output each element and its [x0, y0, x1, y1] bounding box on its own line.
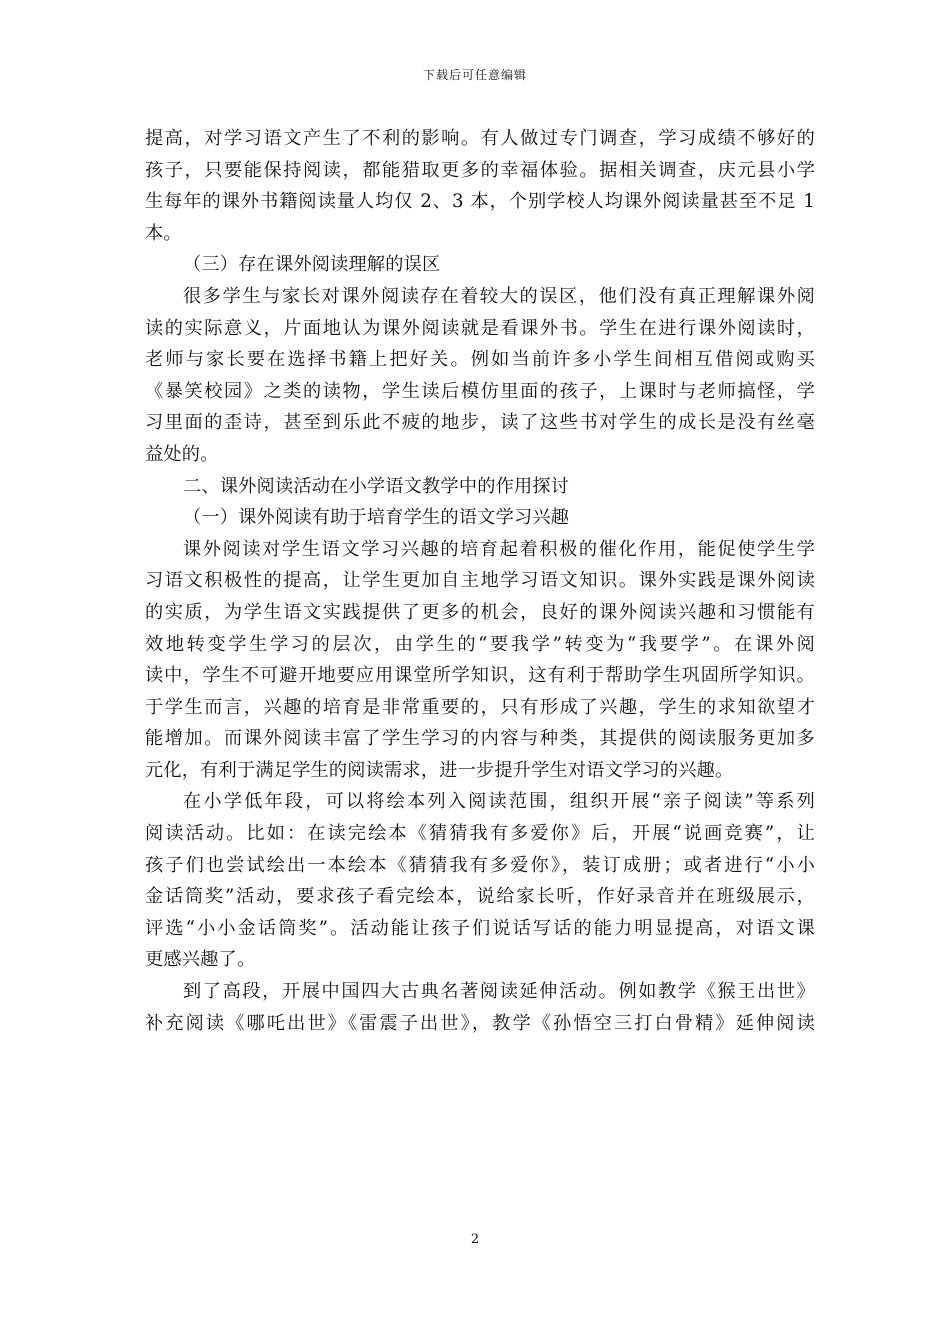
- text-line: 于学生而言，兴趣的培育是非常重要的，只有形成了兴趣，学生的求知欲望才: [145, 696, 815, 718]
- text-line: 读中，学生不可避开地要应用课堂所学知识，这有利于帮助学生巩固所学知识。: [145, 665, 815, 687]
- text-line: 读的实际意义，片面地认为课外阅读就是看课外书。学生在进行课外阅读时，: [145, 317, 815, 339]
- text-line: 阅读活动。比如：在读完绘本《猜猜我有多爱你》后，开展“说画竞赛”，让: [145, 823, 815, 845]
- text-line: 习语文积极性的提高，让学生更加自主地学习语文知识。课外实践是课外阅读: [145, 570, 815, 592]
- text-line: （三）存在课外阅读理解的误区: [183, 254, 441, 276]
- text-line: 课外阅读对学生语文学习兴趣的培育起着积极的催化作用，能促使学生学: [183, 538, 815, 560]
- text-line: 习里面的歪诗，甚至到乐此不疲的地步，读了这些书对学生的成长是没有丝毫: [145, 412, 815, 434]
- text-line: 在小学低年段，可以将绘本列入阅读范围，组织开展“亲子阅读”等系列: [183, 791, 815, 813]
- text-line: 元化，有利于满足学生的阅读需求，进一步提升学生对语文学习的兴趣。: [145, 759, 734, 781]
- text-line: 《暴笑校园》之类的读物，学生读后模仿里面的孩子，上课时与老师搞怪，学: [145, 380, 815, 402]
- text-line: 更感兴趣了。: [145, 949, 256, 971]
- text-line: 老师与家长要在选择书籍上把好关。例如当前许多小学生间相互借阅或购买: [145, 349, 815, 371]
- text-line: 二、课外阅读活动在小学语文教学中的作用探讨: [183, 475, 570, 497]
- text-line: 很多学生与家长对课外阅读存在着较大的误区，他们没有真正理解课外阅: [183, 285, 815, 307]
- page-number: 2: [470, 1232, 480, 1247]
- text-line: 提高，对学习语文产生了不利的影响。有人做过专门调查，学习成绩不够好的: [145, 128, 815, 149]
- text-line: 效地转变学生学习的层次，由学生的“要我学”转变为“我要学”。在课外阅: [145, 633, 815, 655]
- text-line: 生每年的课外书籍阅读量人均仅 2、3 本，个别学校人均课外阅读量甚至不足 1: [145, 191, 815, 213]
- text-line: 益处的。: [145, 443, 219, 465]
- text-line: 补充阅读《哪吒出世》《雷震子出世》，教学《孙悟空三打白骨精》延伸阅读: [145, 1012, 815, 1034]
- text-line: 评选“小小金话筒奖”。活动能让孩子们说话写话的能力明显提高，对语文课: [145, 917, 815, 939]
- text-line: 金话筒奖”活动，要求孩子看完绘本，说给家长听，作好录音并在班级展示，: [145, 886, 815, 908]
- text-line: 本。: [145, 222, 182, 244]
- text-line: 到了高段，开展中国四大古典名著阅读延伸活动。例如教学《猴王出世》: [183, 981, 815, 1003]
- text-line: 孩子们也尝试绘出一本绘本《猜猜我有多爱你》，装订成册；或者进行“小小: [145, 854, 815, 876]
- document-body: [145, 123, 815, 1039]
- page-header: 下载后可任意编辑: [422, 68, 527, 82]
- text-line: （一）课外阅读有助于培育学生的语文学习兴趣: [183, 507, 570, 529]
- text-line: 能增加。而课外阅读丰富了学生学习的内容与种类，其提供的阅读服务更加多: [145, 728, 815, 750]
- text-line: 孩子，只要能保持阅读，都能猎取更多的幸福体验。据相关调查，庆元县小学: [145, 159, 815, 181]
- text-line: 的实质，为学生语文实践提供了更多的机会，良好的课外阅读兴趣和习惯能有: [145, 601, 815, 623]
